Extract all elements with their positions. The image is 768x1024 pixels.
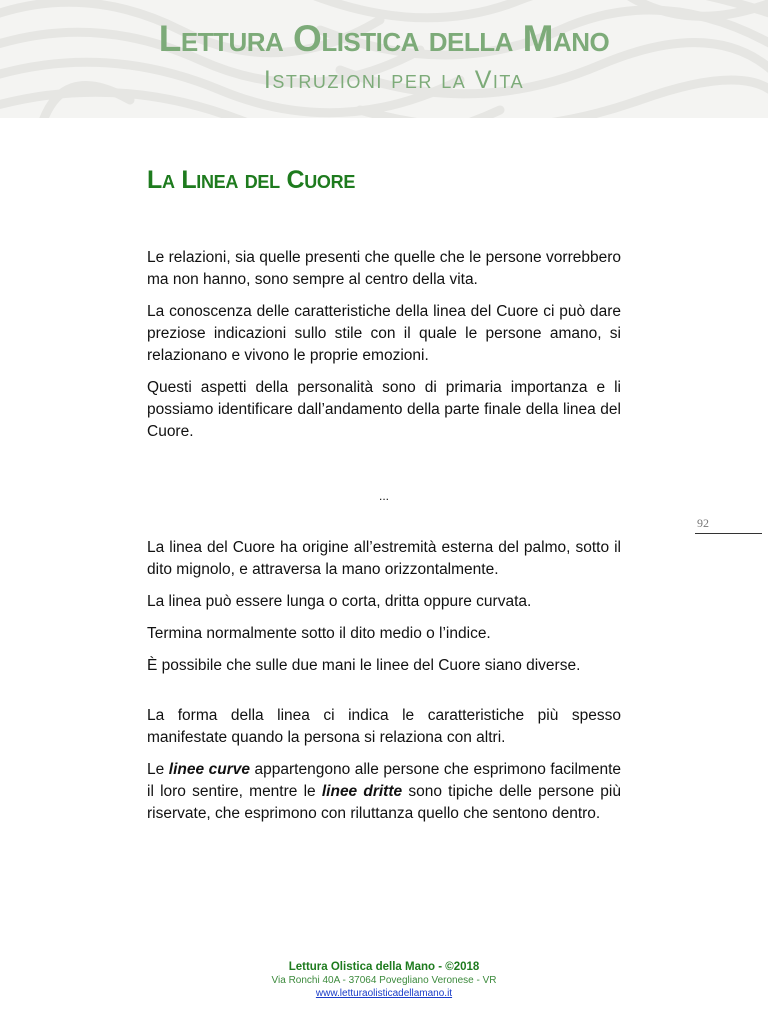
body-text xyxy=(147,247,621,835)
text-span: appartengono alle persone che esprimono facilmente il loro sentire, mentre le xyxy=(147,761,621,800)
paragraph: La conoscenza delle caratteristiche della linea del Cuore ci può dare preziose indicazioni sullo stile con il quale le persone amano, si relazionano e vivono le proprie emozioni. xyxy=(147,303,621,364)
section-title: La Linea del Cuore xyxy=(147,166,356,194)
paragraph: Questi aspetti della personalità sono di primaria importanza e li possiamo identificare dall’andamento della parte finale della linea del Cuore. xyxy=(147,379,621,440)
text-span: Le xyxy=(147,761,169,778)
paragraph xyxy=(147,759,621,825)
paragraph: Termina normalmente sotto il dito medio o l’indice. xyxy=(147,625,491,642)
page-header xyxy=(0,0,768,118)
emphasis-linee-curve: linee curve xyxy=(168,761,250,778)
paragraph: La linea del Cuore ha origine all’estremità esterna del palmo, sotto il dito mignolo, e attraversa la mano orizzontalmente. xyxy=(147,539,621,578)
header-subtitle: Istruzioni per la Vita xyxy=(263,66,525,94)
paragraph: La linea può essere lunga o corta, dritta oppure curvata. xyxy=(147,593,532,610)
footer-address: Via Ronchi 40A - 37064 Povegliano Veronese - VR xyxy=(271,975,497,986)
footer-copyright: Lettura Olistica della Mano - ©2018 xyxy=(288,961,480,973)
emphasis-linee-dritte: linee dritte xyxy=(321,783,403,800)
paragraph: La forma della linea ci indica le caratteristiche più spesso manifestate quando la persona si relaziona con altri. xyxy=(147,707,621,746)
paragraph: È possibile che sulle due mani le linee del Cuore siano diverse. xyxy=(147,657,581,674)
header-title: Lettura Olistica della Mano xyxy=(158,18,610,59)
text-span: sono tipiche delle persone più riservate, che esprimono con riluttanza quello che sentono dentro. xyxy=(147,783,621,822)
page-number: 92 xyxy=(695,516,762,534)
footer-website-link[interactable]: www.letturaolisticadellamano.it xyxy=(315,988,453,999)
separator: ... xyxy=(378,489,389,503)
paragraph: Le relazioni, sia quelle presenti che quelle che le persone vorrebbero ma non hanno, sono sempre al centro della vita. xyxy=(147,249,621,288)
page-footer xyxy=(0,961,768,1000)
